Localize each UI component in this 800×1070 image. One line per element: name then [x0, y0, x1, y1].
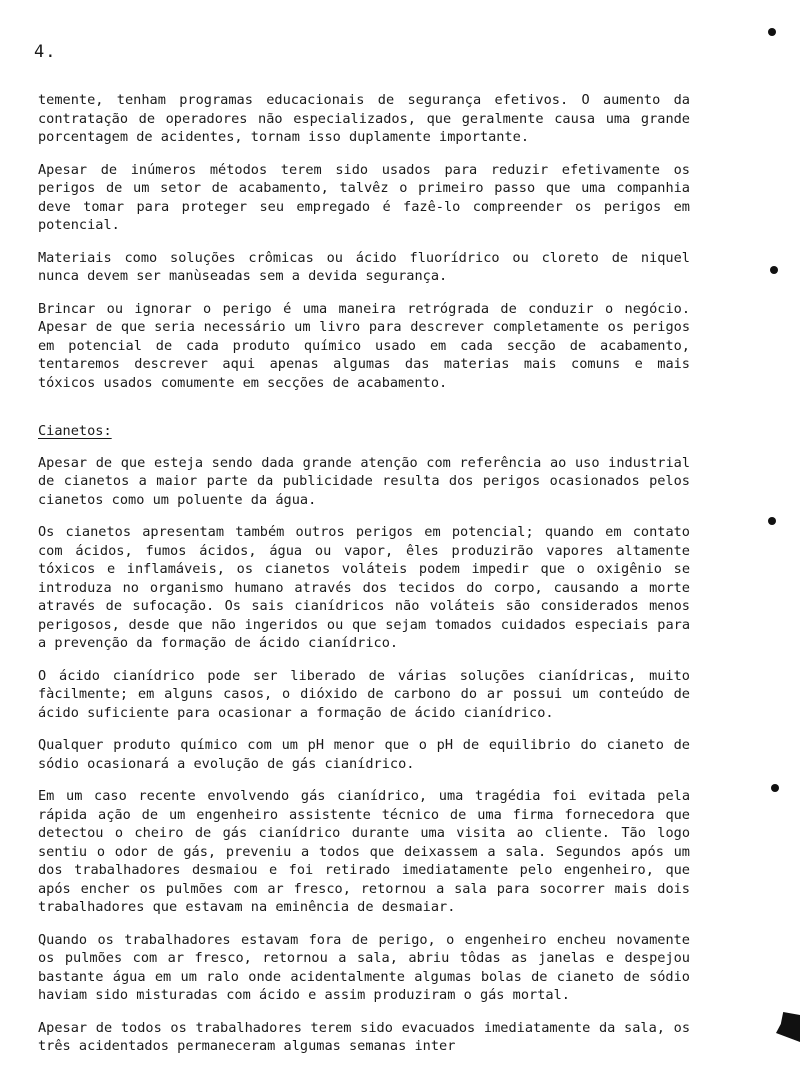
section-heading-cianetos: Cianetos:: [38, 423, 112, 439]
paragraph-materials: Materiais como soluções crômicas ou ácido fluorídrico ou cloreto de niquel nunca devem ser manùseadas sem a devida segurança.: [38, 249, 690, 284]
punch-hole-mark: [771, 784, 779, 792]
paragraph-rescue: Quando os trabalhadores estavam fora de perigo, o engenheiro encheu novamente os pulmões com ar fresco, retornou a sala, abriu tôdas as janelas e despejou bastante água em um ralo onde acidentalmente algumas bolas de cianeto de sódio haviam sido misturadas com ácido e assim produziram o gás mortal.: [38, 931, 690, 1003]
paragraph-danger: Brincar ou ignorar o perigo é uma maneira retrógrada de conduzir o negócio. Apesar de que seria necessário um livro para descrever completamente os perigos em potencial de cada produto químico usado em cada secção de acabamento, tentaremos descrever aqui apenas algumas das materias mais comuns e mais tóxicos usados comumente em secções de acabamento.: [38, 300, 690, 391]
page-number: 4.: [34, 42, 57, 62]
paragraph-methods: Apesar de inúmeros métodos terem sido usados para reduzir efetivamente os perigos de um setor de acabamento, talvêz o primeiro passo que uma companhia deve tomar para proteger seu empregado é fazê-lo compreender os perigos em potencial.: [38, 161, 690, 233]
scan-corner-mark: [776, 1012, 800, 1042]
paragraph-ph: Qualquer produto químico com um pH menor que o pH de equilibrio do cianeto de sódio ocasionará a evolução de gás cianídrico.: [38, 737, 690, 772]
paragraph-other-dangers: Os cianetos apresentam também outros perigos em potencial; quando em contato com ácidos, fumos ácidos, água ou vapor, êles produzirão vapores altamente tóxicos e inflamáveis, os cianetos voláteis podem impedir que o oxigênio se introduza no organismo humano através dos tecidos do corpo, causando a morte através de sufocação. Os sais cianídricos não voláteis são considerados menos perigosos, desde que não ingeridos ou que sejam tomados cuidados especiais para a prevenção da formação de ácido cianídrico.: [38, 524, 690, 651]
paragraph-recent-case: Em um caso recente envolvendo gás cianídrico, uma tragédia foi evitada pela rápida ação de um engenheiro assistente técnico de uma firma fornecedora que detectou o cheiro de gás cianídrico durante uma visita ao cliente. Tão logo sentiu o odor de gás, preveniu a todos que deixassem a sala. Segundos após um dos trabalhadores desmaiou e foi retirado imediatamente pelo engenheiro, que após encher os pulmões com ar fresco, retornou a sala para socorrer mais dois trabalhadores que estavam na eminência de desmaiar.: [38, 788, 690, 915]
punch-hole-mark: [768, 28, 776, 36]
document-body: [38, 91, 690, 1070]
paragraph-evacuation: Apesar de todos os trabalhadores terem sido evacuados imediatamente da sala, os três acidentados permaneceram algumas semanas inter: [38, 1019, 690, 1054]
paragraph-hcn-release: O ácido cianídrico pode ser liberado de várias soluções cianídricas, muito fàcilmente; em alguns casos, o dióxido de carbono do ar possui um conteúdo de ácido suficiente para ocasionar a formação de ácido cianídrico.: [38, 667, 690, 721]
paragraph-training: temente, tenham programas educacionais de segurança efetivos. O aumento da contratação de operadores não especializados, que geralmente causa uma grande porcentagem de acidentes, tornam isso duplamente importante.: [38, 92, 690, 145]
punch-hole-mark: [770, 266, 778, 274]
paragraph-industrial-use: Apesar de que esteja sendo dada grande atenção com referência ao uso industrial de cianetos a maior parte da publicidade resulta dos perigos ocasionados pelos cianetos como um poluente da água.: [38, 454, 690, 508]
punch-hole-mark: [768, 517, 776, 525]
